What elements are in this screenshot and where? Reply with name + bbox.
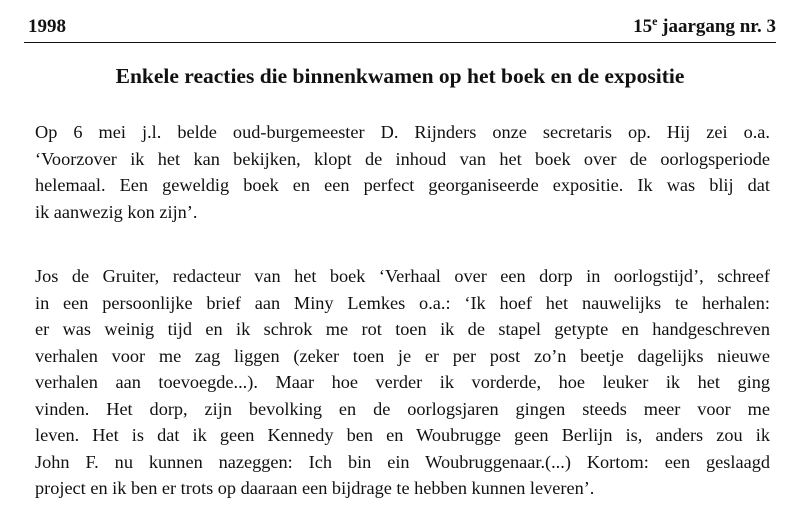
page-header [24,14,776,43]
volume-number: 15 [633,16,653,37]
paragraph-1-line: ik aanwezig kon zijn’. [35,201,198,222]
paragraph-2-line: in een persoonlijke brief aan Miny Lemkes o.a.: ‘Ik hoef het nauwelijks te herhalen: [35,292,770,313]
paragraph-1-line: helemaal. Een geweldig boek en een perfect georganiseerde expositie. Ik was blij dat [35,175,770,195]
volume-text: jaargang nr. 3 [657,16,776,37]
paragraph-2 [35,263,770,502]
paragraph-2-line: project en ik ben er trots op daaraan een bijdrage te hebben kunnen leveren’. [35,478,595,498]
paragraph-2-line: vinden. Het dorp, zijn bevolking en de oorlogsjaren gingen steeds meer voor me [35,398,770,419]
paragraph-1 [35,119,770,225]
paragraph-2-line: John F. nu kunnen nazeggen: Ich bin ein Woubruggenaar.(...) Kortom: een geslaagd [35,451,770,472]
paragraph-2-line: verhalen voor me zag liggen (zeker toen je er per post zo’n beetje dagelijks nieuwe [35,345,770,366]
paragraph-2-line: er was weinig tijd en ik schrok me rot toen ik de stapel getypte en handgeschreven [35,319,770,339]
paragraph-2-line: Jos de Gruiter, redacteur van het boek ‘Verhaal over een dorp in oorlogstijd’, schreef [35,266,770,286]
paragraph-1-line: Op 6 mei j.l. belde oud-burgemeester D. Rijnders onze secretaris op. Hij zei o.a. [35,122,770,142]
article-title: Enkele reacties die binnenkwamen op het boek en de expositie [115,64,685,88]
paragraph-2-line: verhalen aan toevoegde...). Maar hoe verder ik vorderde, hoe leuker ik het ging [35,372,770,392]
header-volume [633,14,776,40]
paragraph-1-line: ‘Voorzover ik het kan bekijken, klopt de inhoud van het boek over de oorlogsperiode [35,148,770,169]
header-year: 1998 [28,16,66,37]
volume-superscript: e [652,14,658,28]
paragraph-2-line: leven. Het is dat ik geen Kennedy ben en Woubrugge geen Berlijn is, anders zou ik [35,425,770,445]
